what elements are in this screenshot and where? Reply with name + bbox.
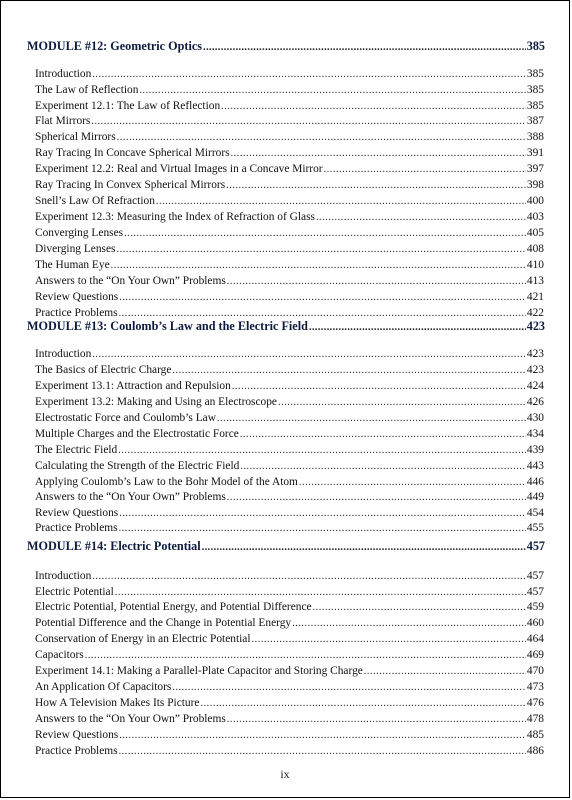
dot-leader <box>309 321 526 333</box>
toc-entry[interactable] <box>35 491 544 507</box>
toc-entry[interactable] <box>35 745 544 761</box>
toc-entry[interactable] <box>35 729 544 745</box>
dot-leader <box>217 413 526 424</box>
module-page: 423 <box>526 319 545 333</box>
toc-entry-page: 449 <box>526 491 544 503</box>
dot-leader <box>119 730 526 741</box>
dot-leader <box>221 101 526 112</box>
toc-entry-page: 397 <box>526 163 544 175</box>
toc-entry-page: 473 <box>526 681 544 693</box>
toc-entry-title: Conservation of Energy in an Electric Potential <box>35 633 251 645</box>
dot-leader <box>111 260 526 271</box>
toc-entry-title: Experiment 12.2: Real and Virtual Images in a Concave Mirror <box>35 163 323 175</box>
toc-entry-page: 478 <box>526 713 544 725</box>
toc-entry-page: 430 <box>526 412 544 424</box>
toc-entry[interactable] <box>35 115 544 131</box>
toc-entry-page: 486 <box>526 745 544 757</box>
toc-entry-title: Spherical Mirrors <box>35 131 116 143</box>
toc-entry-page: 403 <box>526 211 544 223</box>
dot-leader <box>116 244 525 255</box>
module-heading[interactable] <box>27 319 545 335</box>
toc-entry[interactable] <box>35 476 544 492</box>
toc-entry-page: 469 <box>526 649 544 661</box>
toc-entry-title: Potential Difference and the Change in Potential Energy <box>35 617 292 629</box>
toc-entry-page: 460 <box>526 617 544 629</box>
toc-entry[interactable] <box>35 275 544 291</box>
dot-leader <box>231 148 526 159</box>
toc-entry[interactable] <box>35 617 544 633</box>
dot-leader <box>240 461 526 472</box>
toc-entry[interactable] <box>35 348 544 364</box>
toc-entry[interactable] <box>35 380 544 396</box>
dot-leader <box>115 587 526 598</box>
toc-entry[interactable] <box>35 84 544 100</box>
toc-entry-title: Introduction <box>35 348 92 360</box>
toc-entry[interactable] <box>35 586 544 602</box>
dot-leader <box>252 634 526 645</box>
toc-entry-title: Practice Problems <box>35 522 118 534</box>
toc-entry-title: Answers to the “On Your Own” Problems <box>35 713 226 725</box>
dot-leader <box>117 132 526 143</box>
toc-entry-title: Practice Problems <box>35 307 118 319</box>
dot-leader <box>203 41 526 53</box>
dot-leader <box>119 523 526 534</box>
toc-entry-title: Calculating the Strength of the Electric Field <box>35 460 240 472</box>
toc-entry[interactable] <box>35 147 544 163</box>
dot-leader <box>227 492 526 503</box>
dot-leader <box>139 85 525 96</box>
dot-leader <box>227 714 526 725</box>
toc-entry-page: 476 <box>526 697 544 709</box>
dot-leader <box>364 666 526 677</box>
dot-leader <box>232 381 526 392</box>
toc-entry[interactable] <box>35 633 544 649</box>
toc-entry-page: 457 <box>526 570 544 582</box>
toc-entry-page: 405 <box>526 227 544 239</box>
toc-entry-page: 388 <box>526 131 544 143</box>
toc-entry-title: Ray Tracing In Concave Spherical Mirrors <box>35 147 230 159</box>
dot-leader <box>156 196 526 207</box>
dot-leader <box>172 682 526 693</box>
dot-leader <box>119 508 526 519</box>
toc-entry[interactable] <box>35 396 544 412</box>
toc-entry-page: 443 <box>526 460 544 472</box>
dot-leader <box>200 698 525 709</box>
toc-entry-title: Flat Mirrors <box>35 115 91 127</box>
toc-entry-page: 470 <box>526 665 544 677</box>
toc-entry-page: 424 <box>526 380 544 392</box>
toc-entry-title: The Basics of Electric Charge <box>35 364 172 376</box>
toc-entry-title: Introduction <box>35 68 92 80</box>
dot-leader <box>92 571 526 582</box>
toc-entry-title: Experiment 12.3: Measuring the Index of Refraction of Glass <box>35 211 315 223</box>
toc-entry-title: Multiple Charges and the Electrostatic Force <box>35 428 239 440</box>
toc-entry[interactable] <box>35 570 544 586</box>
toc-entry[interactable] <box>35 243 544 259</box>
dot-leader <box>119 746 526 757</box>
toc-entry-title: Converging Lenses <box>35 227 124 239</box>
dot-leader <box>91 116 526 127</box>
toc-entry-page: 400 <box>526 195 544 207</box>
toc-entry-page: 410 <box>526 259 544 271</box>
dot-leader <box>202 541 526 553</box>
toc-entry[interactable] <box>35 100 544 116</box>
dot-leader <box>85 650 526 661</box>
toc-entry-page: 408 <box>526 243 544 255</box>
module-heading[interactable] <box>27 539 545 555</box>
toc-entry[interactable] <box>35 364 544 380</box>
toc-entry-page: 485 <box>526 729 544 741</box>
toc-entry[interactable] <box>35 179 544 195</box>
dot-leader <box>118 445 526 456</box>
toc-entry-page: 391 <box>526 147 544 159</box>
toc-entry-title: Review Questions <box>35 291 119 303</box>
toc-entry-title: Applying Coulomb’s Law to the Bohr Model of the Atom <box>35 476 298 488</box>
toc-entry[interactable] <box>35 681 544 697</box>
toc-entry[interactable] <box>35 412 544 428</box>
toc-entry[interactable] <box>35 428 544 444</box>
toc-entry-page: 387 <box>526 115 544 127</box>
toc-entry[interactable] <box>35 460 544 476</box>
toc-entry-page: 454 <box>526 507 544 519</box>
dot-leader <box>240 429 526 440</box>
toc-entry-title: Answers to the “On Your Own” Problems <box>35 491 226 503</box>
toc-entry[interactable] <box>35 444 544 460</box>
module-title: MODULE #12: Geometric Optics <box>27 39 202 53</box>
toc-entry-title: Introduction <box>35 570 92 582</box>
toc-entry-title: The Human Eye <box>35 259 110 271</box>
toc-entry-page: 423 <box>526 364 544 376</box>
toc-entry-page: 413 <box>526 275 544 287</box>
dot-leader <box>313 602 526 613</box>
module-page: 385 <box>526 39 545 53</box>
toc-entry-page: 385 <box>526 100 544 112</box>
dot-leader <box>226 180 526 191</box>
toc-entry[interactable] <box>35 131 544 147</box>
toc-entry[interactable] <box>35 697 544 713</box>
page-number: ix <box>280 767 290 781</box>
toc-entry-title: Practice Problems <box>35 745 118 757</box>
toc-entry[interactable] <box>35 601 544 617</box>
toc-entry-title: Review Questions <box>35 507 119 519</box>
toc-entry-title: The Electric Field <box>35 444 118 456</box>
toc-entry[interactable] <box>35 163 544 179</box>
dot-leader <box>299 477 526 488</box>
dot-leader <box>227 276 526 287</box>
toc-entry-title: Experiment 13.2: Making and Using an Electroscope <box>35 396 277 408</box>
module-page: 457 <box>526 539 545 553</box>
toc-entry-title: Experiment 14.1: Making a Parallel-Plate Capacitor and Storing Charge <box>35 665 363 677</box>
dot-leader <box>124 228 526 239</box>
dot-leader <box>316 212 526 223</box>
toc-entry[interactable] <box>35 713 544 729</box>
toc-entry-page: 422 <box>526 307 544 319</box>
toc-entry-page: 385 <box>526 84 544 96</box>
module-title: MODULE #13: Coulomb’s Law and the Electric Field <box>27 319 308 333</box>
toc-entry-page: 421 <box>526 291 544 303</box>
toc-entry-title: Experiment 12.1: The Law of Reflection <box>35 100 221 112</box>
toc-entry[interactable] <box>35 211 544 227</box>
toc-entry-page: 446 <box>526 476 544 488</box>
dot-leader <box>278 397 526 408</box>
toc-entry-page: 457 <box>526 586 544 598</box>
toc-entry-page: 459 <box>526 601 544 613</box>
toc-entry-page: 434 <box>526 428 544 440</box>
dot-leader <box>119 292 526 303</box>
toc-entry-page: 385 <box>526 68 544 80</box>
dot-leader <box>172 365 525 376</box>
toc-entry[interactable] <box>35 68 544 84</box>
toc-entry-title: An Application Of Capacitors <box>35 681 172 693</box>
dot-leader <box>92 69 526 80</box>
toc-entry-page: 423 <box>526 348 544 360</box>
dot-leader <box>119 308 526 319</box>
toc-entry[interactable] <box>35 649 544 665</box>
toc-entry[interactable] <box>35 195 544 211</box>
toc-entry[interactable] <box>35 665 544 681</box>
toc-entry-title: Review Questions <box>35 729 119 741</box>
dot-leader <box>292 618 526 629</box>
toc-entry-title: Diverging Lenses <box>35 243 116 255</box>
module-title: MODULE #14: Electric Potential <box>27 539 201 553</box>
toc-entry[interactable] <box>35 291 544 307</box>
toc-entry-page: 398 <box>526 179 544 191</box>
module-heading[interactable] <box>27 39 545 55</box>
dot-leader <box>92 349 526 360</box>
toc-entry-title: Snell’s Law Of Refraction <box>35 195 155 207</box>
toc-entry[interactable] <box>35 522 544 538</box>
toc-entry-title: Electric Potential, Potential Energy, and Potential Difference <box>35 601 312 613</box>
toc-entry-page: 439 <box>526 444 544 456</box>
toc-entry-title: The Law of Reflection <box>35 84 139 96</box>
toc-entry[interactable] <box>35 227 544 243</box>
toc-entry-page: 464 <box>526 633 544 645</box>
toc-entry-title: Capacitors <box>35 649 84 661</box>
toc-entry[interactable] <box>35 507 544 523</box>
toc-entry-title: How A Television Makes Its Picture <box>35 697 200 709</box>
toc-entry-page: 426 <box>526 396 544 408</box>
toc-entry-title: Electrostatic Force and Coulomb’s Law <box>35 412 216 424</box>
toc-entry-title: Electric Potential <box>35 586 114 598</box>
toc-entry[interactable] <box>35 259 544 275</box>
dot-leader <box>324 164 526 175</box>
toc-entry-page: 455 <box>526 522 544 534</box>
toc-entry-title: Ray Tracing In Convex Spherical Mirrors <box>35 179 226 191</box>
toc-entry-title: Answers to the “On Your Own” Problems <box>35 275 226 287</box>
toc-entry-title: Experiment 13.1: Attraction and Repulsion <box>35 380 231 392</box>
